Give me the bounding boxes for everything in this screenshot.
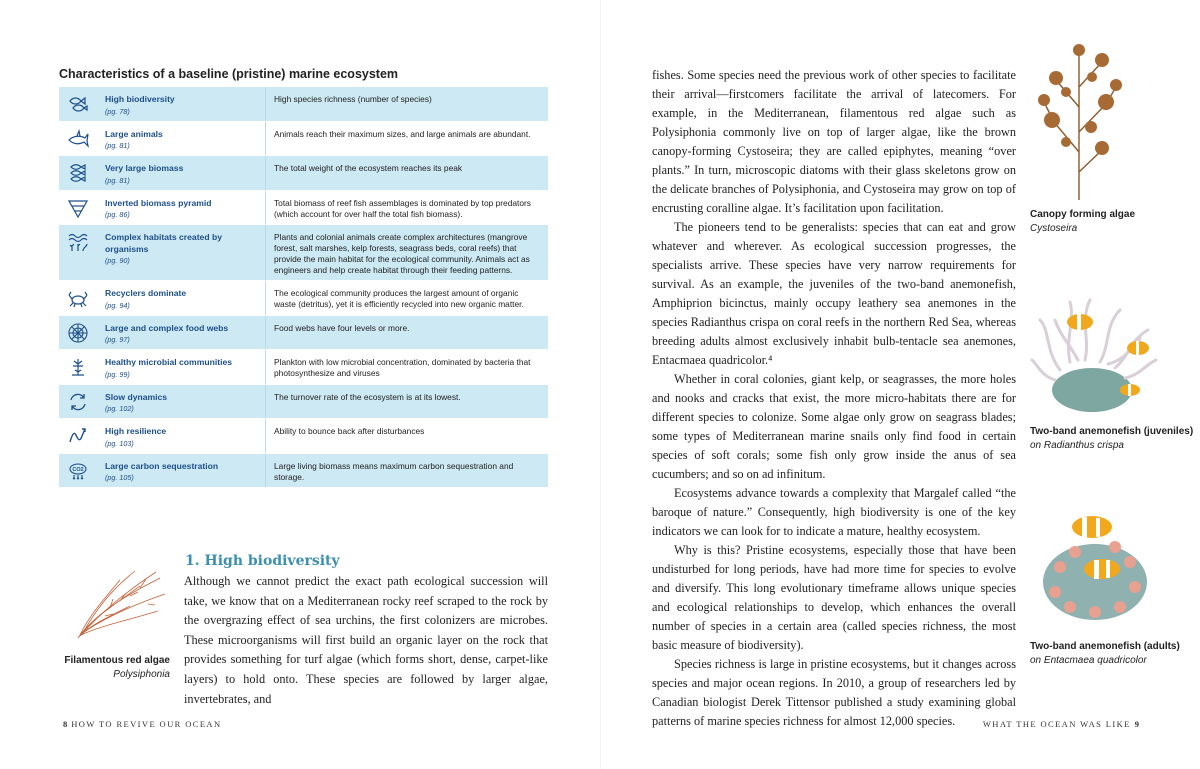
page-gutter <box>600 0 601 769</box>
page-reference: (pg. 86) <box>105 210 130 219</box>
characteristic-cell <box>97 281 265 315</box>
page-reference: (pg. 102) <box>105 404 134 413</box>
paragraph: fishes. Some species need the previous work of other species to facilitate their arrival—firstcomers facilitate the arrival of latecomers. For example, in the Mediterranean, filamentous red algae such as Polysiphonia commonly live on top of larger algae, like the brown canopy-forming Cystoseira; they are called epiphytes, meaning “over plants.” In turn, microscopic diatoms with their glass skeletons grow on the delicate branches of Polysiphonia, and Cystoseira may grow on top of encrusting coralline algae. It’s facilitation upon facilitation. <box>652 68 1016 215</box>
co2-cloud-icon <box>59 454 97 488</box>
page-reference: (pg. 105) <box>105 473 134 482</box>
characteristic-cell <box>97 419 265 453</box>
characteristic-description: Plankton with low microbial concentration, dominated by bacteria that photosynthesize and viruses <box>265 350 548 384</box>
paragraph: Whether in coral colonies, giant kelp, or seagrasses, the more holes and nooks and cracks that exist, the more micro-habitats there are for different species to colonize. Some algae only grow on seagrass blades; some types of Mediterranean marine snails only find food in certain species of soft corals; some fish only grow inside the anus of sea cucumbers; and so on ad infinitum. <box>652 372 1016 481</box>
resilience-curve-icon <box>59 419 97 453</box>
shark-icon <box>59 122 97 156</box>
table-row <box>59 191 548 226</box>
right-page-number: 9 <box>1134 719 1139 729</box>
characteristic-description: The turnover rate of the ecosystem is at its lowest. <box>265 385 548 419</box>
characteristic-name: Large and complex food webs <box>105 322 229 333</box>
inverted-pyramid-icon <box>59 191 97 225</box>
svg-text:CO2: CO2 <box>72 466 84 473</box>
characteristic-cell <box>97 350 265 384</box>
characteristic-cell <box>97 316 265 350</box>
characteristic-name: Complex habitats created by organisms <box>105 232 223 254</box>
table-row <box>59 156 548 191</box>
characteristic-description: The total weight of the ecosystem reaches its peak <box>265 156 548 190</box>
left-page-number: 8 <box>63 719 68 729</box>
adult-anemonefish-illustration <box>1030 497 1160 627</box>
characteristic-cell <box>97 191 265 225</box>
characteristic-description: Animals reach their maximum sizes, and large animals are abundant. <box>265 122 548 156</box>
page-reference: (pg. 81) <box>105 141 130 150</box>
caption-species: on Radianthus crispa <box>1030 440 1124 451</box>
page-reference: (pg. 90) <box>105 256 130 265</box>
adult-anemonefish-caption <box>1030 640 1180 668</box>
page-reference: (pg. 78) <box>105 106 130 116</box>
table-row <box>59 350 548 385</box>
characteristic-name: Large animals <box>105 128 163 139</box>
characteristic-cell <box>97 156 265 190</box>
characteristic-description: Plants and colonial animals create complex architectures (mangrove forest, salt marshes, kelp forests, seagrass beds, coral reefs) that provide the main habitat for the ecological community. Animals act as engineers and help create habitat through their feeding patterns. <box>265 225 548 280</box>
fish-school-icon <box>59 87 97 121</box>
caption-title: Two-band anemonefish (juveniles) <box>1030 426 1194 437</box>
characteristic-name: Very large biomass <box>105 163 184 173</box>
characteristic-description: Food webs have four levels or more. <box>265 316 548 350</box>
caption-title: Two-band anemonefish (adults) <box>1030 641 1180 652</box>
characteristic-cell <box>97 385 265 419</box>
page-reference: (pg. 97) <box>105 335 130 344</box>
table-row <box>59 454 548 489</box>
table-row <box>59 419 548 454</box>
left-running-title: HOW TO REVIVE OUR OCEAN <box>71 719 222 729</box>
food-web-icon <box>59 316 97 350</box>
section-heading: 1. High biodiversity <box>185 553 340 569</box>
characteristic-description: The ecological community produces the largest amount of organic waste (detritus), yet it is efficiently recycled into new organic matter. <box>265 281 548 315</box>
characteristic-description: Total biomass of reef fish assemblages is dominated by top predators (which account for over half the total fish biomass). <box>265 191 548 225</box>
left-body-text: Although we cannot predict the exact path ecological succession will take, we know that on a Mediterranean rocky reef scraped to the rock by the overgrazing effect of sea urchins, the first colonizers are microbes. These microorganisms will first build an organic layer on the rock that provides something for turf algae (which forms short, dense, carpet-like layers) to hold onto. These species are followed by larger algae, invertebrates, and <box>184 574 548 706</box>
table-row <box>59 87 548 122</box>
table-title: Characteristics of a baseline (pristine) marine ecosystem <box>59 67 399 81</box>
characteristic-description: Ability to bounce back after disturbances <box>265 419 548 453</box>
characteristic-name: Large carbon sequestration <box>105 460 219 471</box>
caption-species: on Entacmaea quadricolor <box>1030 655 1147 666</box>
characteristic-name: Inverted biomass pyramid <box>105 197 212 208</box>
juvenile-anemonefish-caption <box>1030 425 1193 453</box>
characteristic-cell <box>97 122 265 156</box>
paragraph: Ecosystems advance towards a complexity that Margalef called “the baroque of nature.” Consequently, high biodiversity is one of the key indicators we can look for to indicate a mature, healthy ecosystem. <box>652 486 1016 538</box>
microbe-icon <box>59 350 97 384</box>
fish-stack-icon <box>59 156 97 190</box>
page-reference: (pg. 81) <box>105 175 130 185</box>
caption-species: Cystoseira <box>1030 223 1078 234</box>
characteristic-cell <box>97 454 265 488</box>
paragraph: Why is this? Pristine ecosystems, especially those that have been undisturbed for long periods, have had more time for species to evolve and diversify. This long evolutionary timeframe allows unique species and ecological relationships to develop, which enhances the overall number of species in a certain area (called species richness, the most basic measure of biodiversity). <box>652 543 1016 652</box>
characteristic-name: Healthy microbial communities <box>105 357 233 367</box>
canopy-algae-caption <box>1030 208 1135 236</box>
caption-species: Polysiphonia <box>113 669 170 680</box>
paragraph: The pioneers tend to be generalists: species that can eat and grow whatever and wherever. As ecological succession progresses, the specialists arrive. These species have very narrow requirements for survival. As an example, the juveniles of the two-band anemonefish, Amphiprion bicinctus, mainly occupy leathery sea anemones in the species Radianthus crispa on coral reefs in the northern Red Sea, whereas breeding adults almost exclusively inhabit bulb-tentacle sea anemones, Entacmaea quadricolor.⁴ <box>652 220 1016 367</box>
table-row <box>59 385 548 420</box>
table-row <box>59 122 548 157</box>
paragraph: Species richness is large in pristine ecosystems, but it changes across species and major ocean regions. In 2010, a group of researchers led by Canadian biologist Derek Tittensor published a study examining global patterns of marine species richness for almost 12,000 species. <box>652 657 1016 728</box>
table-row <box>59 225 548 281</box>
table-row <box>59 281 548 316</box>
characteristic-name: High biodiversity <box>105 94 175 104</box>
page-reference: (pg. 99) <box>105 369 130 379</box>
juvenile-anemonefish-illustration <box>1030 290 1160 418</box>
coral-habitat-icon <box>59 225 97 280</box>
red-algae-caption <box>58 654 170 682</box>
right-footer <box>983 719 1143 729</box>
right-body-text <box>652 66 1016 731</box>
characteristic-name: High resilience <box>105 426 167 436</box>
characteristic-description: High species richness (number of species) <box>265 87 548 121</box>
crab-icon <box>59 281 97 315</box>
table-row <box>59 316 548 351</box>
red-algae-illustration <box>60 566 170 646</box>
page-reference: (pg. 94) <box>105 300 130 310</box>
characteristic-cell <box>97 87 265 121</box>
characteristic-cell <box>97 225 265 280</box>
characteristic-name: Recyclers dominate <box>105 288 187 298</box>
page-reference: (pg. 103) <box>105 438 134 448</box>
cycle-arrows-icon <box>59 385 97 419</box>
caption-title: Canopy forming algae <box>1030 209 1136 220</box>
right-running-title: WHAT THE OCEAN WAS LIKE <box>982 719 1131 729</box>
characteristics-table <box>59 87 548 488</box>
left-footer <box>59 719 222 729</box>
characteristic-name: Slow dynamics <box>105 391 168 402</box>
canopy-algae-illustration <box>1036 32 1122 202</box>
characteristic-description: Large living biomass means maximum carbon sequestration and storage. <box>265 454 548 488</box>
caption-title: Filamentous red algae <box>64 655 170 666</box>
